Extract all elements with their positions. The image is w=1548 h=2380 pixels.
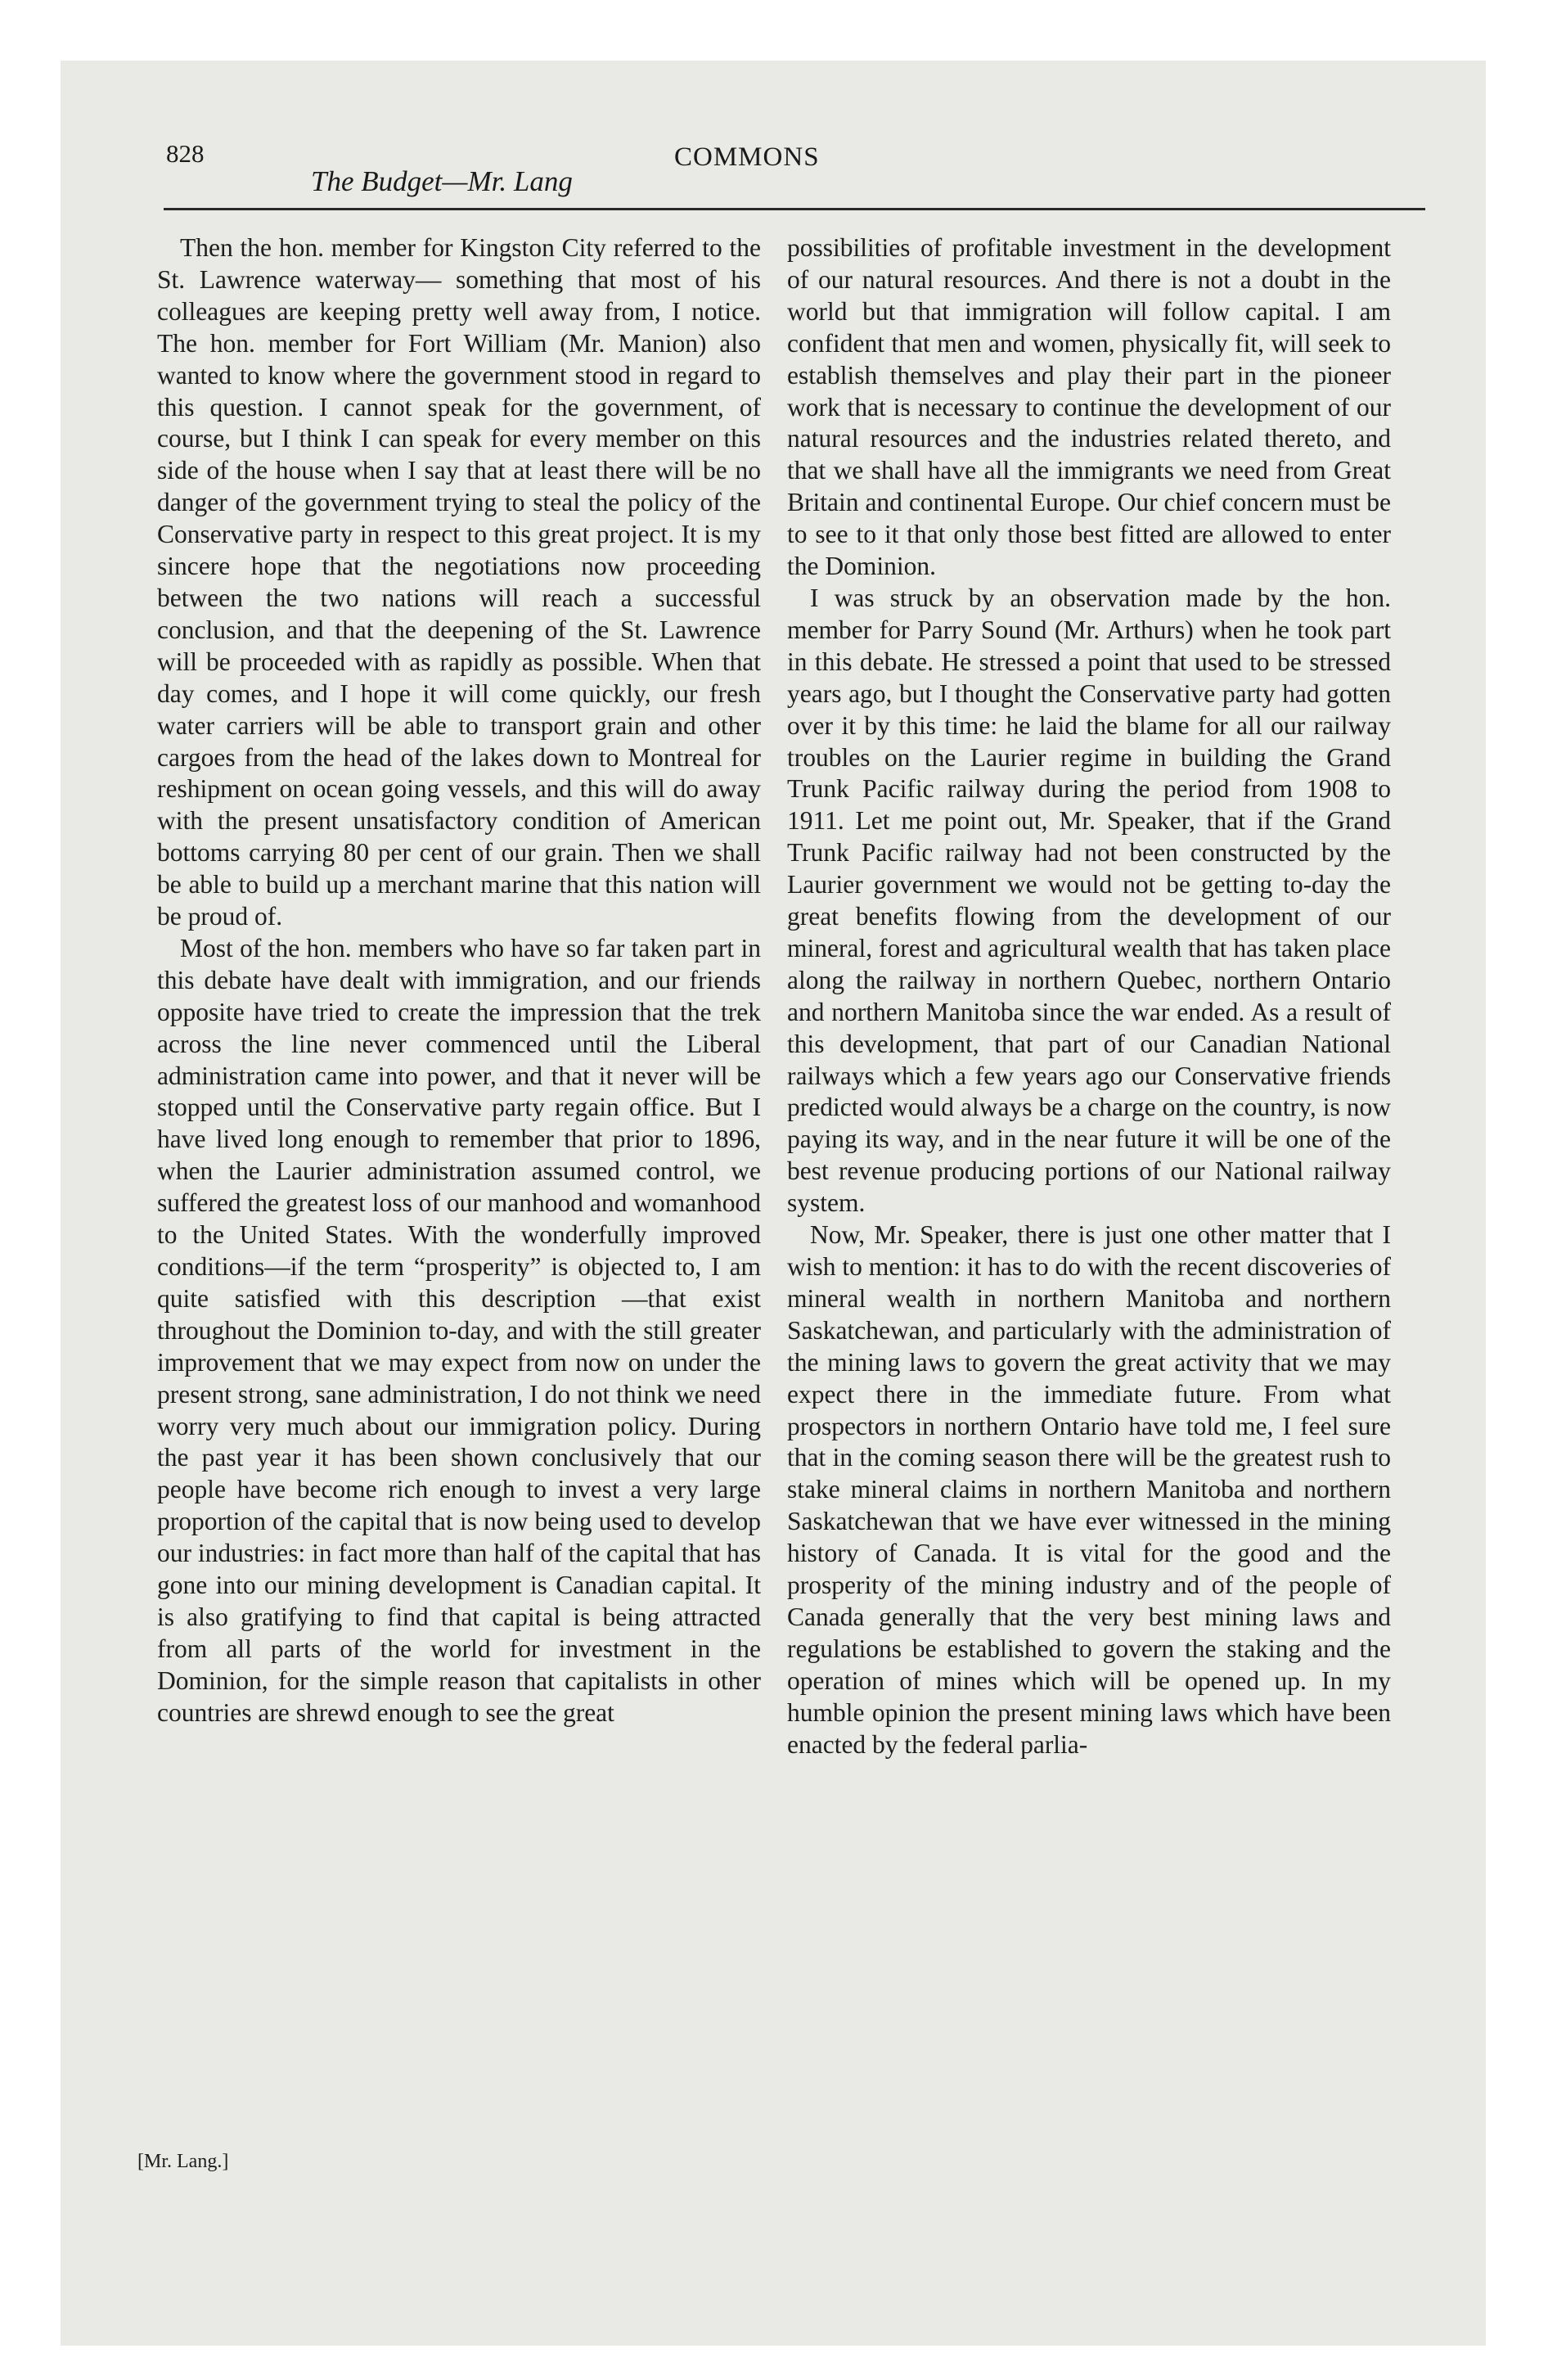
paragraph: Most of the hon. members who have so far taken part in this debate have dealt with immigration, and our friends opposite have tried to create the impression that the trek across the line never commenced until the Liberal administration came into power, and that it never will be stopped until the Conservative party regain office. But I have lived long enough to remember that prior to 1896, when the Laurier administration assumed control, we suffered the greatest loss of our manhood and womanhood to the United States. With the wonderfully improved conditions—if the term “prosperity” is objected to, I am quite satisfied with this description —that exist throughout the Dominion to-day, and with the still greater improvement that we may expect from now on under the present strong, sane administration, I do not think we need worry very much about our immigration policy. During the past year it has been shown conclusively that our people have become rich enough to invest a very large proportion of the capital that is now being used to develop our industries: in fact more than half of the capital that has gone into our mining development is Canadian capital. It is also gratifying to find that capital is being attracted from all parts of the world for investment in the Dominion, for the simple reason that capitalists in other countries are shrewd enough to see the great	[157, 933, 761, 1727]
header-rule	[164, 208, 1425, 210]
running-head: The Budget—Mr. Lang	[311, 165, 573, 197]
paragraph: possibilities of profitable investment in the development of our natural resources. And there is not a doubt in the world but that immigration will follow capital. I am confident that men and women, physically fit, will seek to establish themselves and play their part in the pioneer work that is necessary to continue the development of our natural resources and the industries related thereto, and that we shall have all the immigrants we need from Great Britain and continental Europe. Our chief concern must be to see to it that only those best fitted are allowed to enter the Dominion.	[787, 233, 1391, 581]
right-column	[787, 232, 1391, 1761]
speaker-note: [Mr. Lang.]	[137, 2151, 229, 2172]
paragraph: I was struck by an observation made by the hon. member for Parry Sound (Mr. Arthurs) when he took part in this debate. He stressed a point that used to be stressed years ago, but I thought the Conservative party had gotten over it by this time: he laid the blame for all our railway troubles on the Laurier regime in building the Grand Trunk Pacific railway during the period from 1908 to 1911. Let me point out, Mr. Speaker, that if the Grand Trunk Pacific railway had not been constructed by the Laurier government we would not be getting to-day the great benefits flowing from the development of our mineral, forest and agricultural wealth that has taken place along the railway in northern Quebec, northern Ontario and northern Manitoba since the war ended. As a result of this development, that part of our Canadian National railways which a few years ago our Conservative friends predicted would always be a charge on the country, is now paying its way, and in the near future it will be one of the best revenue producing portions of our National railway system.	[787, 583, 1391, 1218]
paragraph: Then the hon. member for Kingston City referred to the St. Lawrence waterway— something that most of his colleagues are keeping pretty well away from, I notice. The hon. member for Fort William (Mr. Manion) also wanted to know where the government stood in regard to this question. I cannot speak for the government, of course, but I think I can speak for every member on this side of the house when I say that at least there will be no danger of the government trying to steal the policy of the Conservative party in respect to this great project. It is my sincere hope that the negotiations now proceeding between the two nations will reach a successful conclusion, and that the deepening of the St. Lawrence will be proceeded with as rapidly as possible. When that day comes, and I hope it will come quickly, our fresh water carriers will be able to transport grain and other cargoes from the head of the lakes down to Montreal for reshipment on ocean going vessels, and this will do away with the present unsatisfactory condition of American bottoms carrying 80 per cent of our grain. Then we shall be able to build up a merchant marine that this nation will be proud of.	[157, 233, 761, 931]
section-title: COMMONS	[674, 142, 820, 172]
paragraph: Now, Mr. Speaker, there is just one other matter that I wish to mention: it has to do with the recent discoveries of mineral wealth in northern Manitoba and northern Saskatchewan, and particularly with the administration of the mining laws to govern the great activity that we may expect there in the immediate future. From what prospectors in northern Ontario have told me, I feel sure that in the coming season there will be the greatest rush to stake mineral claims in northern Manitoba and northern Saskatchewan that we have ever witnessed in the mining history of Canada. It is vital for the good and the prosperity of the mining industry and of the people of Canada generally that the very best mining laws and regulations be established to govern the staking and the operation of mines which will be opened up. In my humble opinion the present mining laws which have been enacted by the federal parlia-	[787, 1220, 1391, 1759]
left-column	[157, 232, 761, 1729]
page-number: 828	[166, 139, 205, 168]
